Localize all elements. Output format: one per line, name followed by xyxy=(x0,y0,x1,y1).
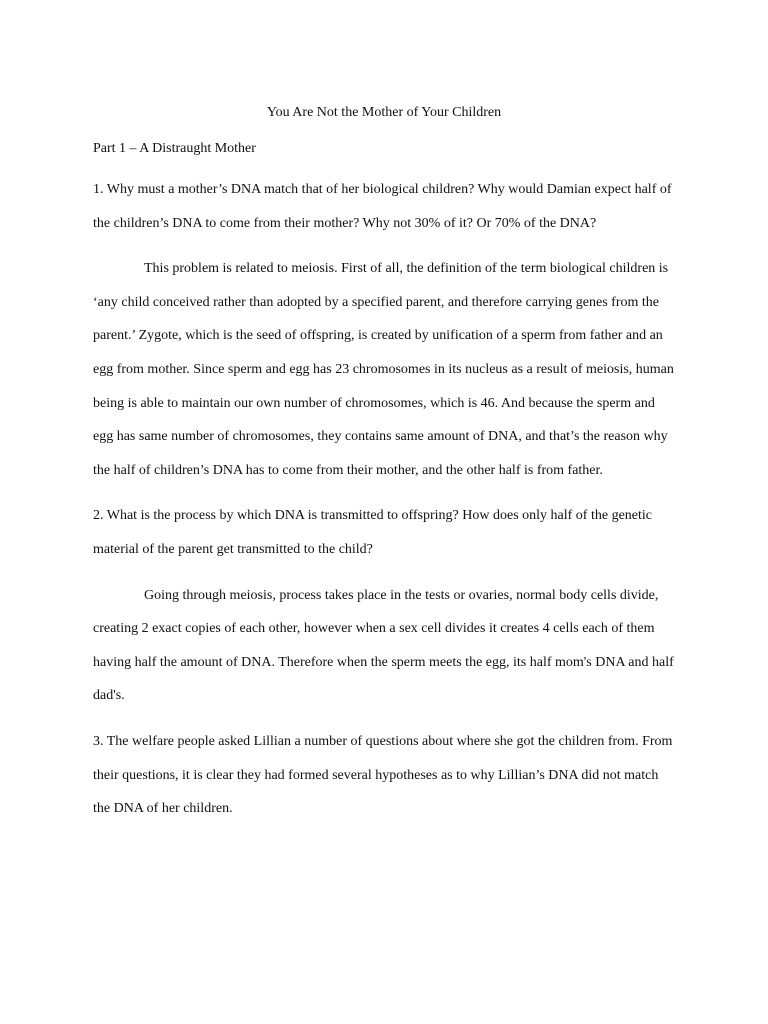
question-3: 3. The welfare people asked Lillian a number of questions about where she got the children from. From their questions, it is clear they had formed several hypotheses as to why Lillian’s DNA did not match the DNA of her children. xyxy=(93,733,673,817)
answer-1: This problem is related to meiosis. First of all, the definition of the term biological children is ‘any child conceived rather than adopted by a specified parent, and therefore carrying genes from the parent.’ Zygote, which is the seed of offspring, is created by unification of a sperm from father and an egg from mother. Since sperm and egg has 23 chromosomes in its nucleus as a result of meiosis, human being is able to maintain our own number of chromosomes, which is 46. And because the sperm and egg has same number of chromosomes, they contains same amount of DNA, and that’s the reason why the half of children’s DNA has to come from their mother, and the other half is from father. xyxy=(93,261,674,478)
document-body xyxy=(93,101,675,838)
answer-2: Going through meiosis, process takes place in the tests or ovaries, normal body cells divide, creating 2 exact copies of each other, however when a sex cell divides it creates 4 cells each of them having half the amount of DNA. Therefore when the sperm meets the egg, its half mom's DNA and half dad's. xyxy=(93,587,674,704)
question-2: 2. What is the process by which DNA is transmitted to offspring? How does only half of the genetic material of the parent get transmitted to the child? xyxy=(93,508,652,557)
document-title: You Are Not the Mother of Your Children xyxy=(266,105,502,120)
part-heading: Part 1 – A Distraught Mother xyxy=(93,141,256,156)
question-1: 1. Why must a mother’s DNA match that of her biological children? Why would Damian expect half of the children’s DNA to come from their mother? Why not 30% of it? Or 70% of the DNA? xyxy=(93,182,672,231)
